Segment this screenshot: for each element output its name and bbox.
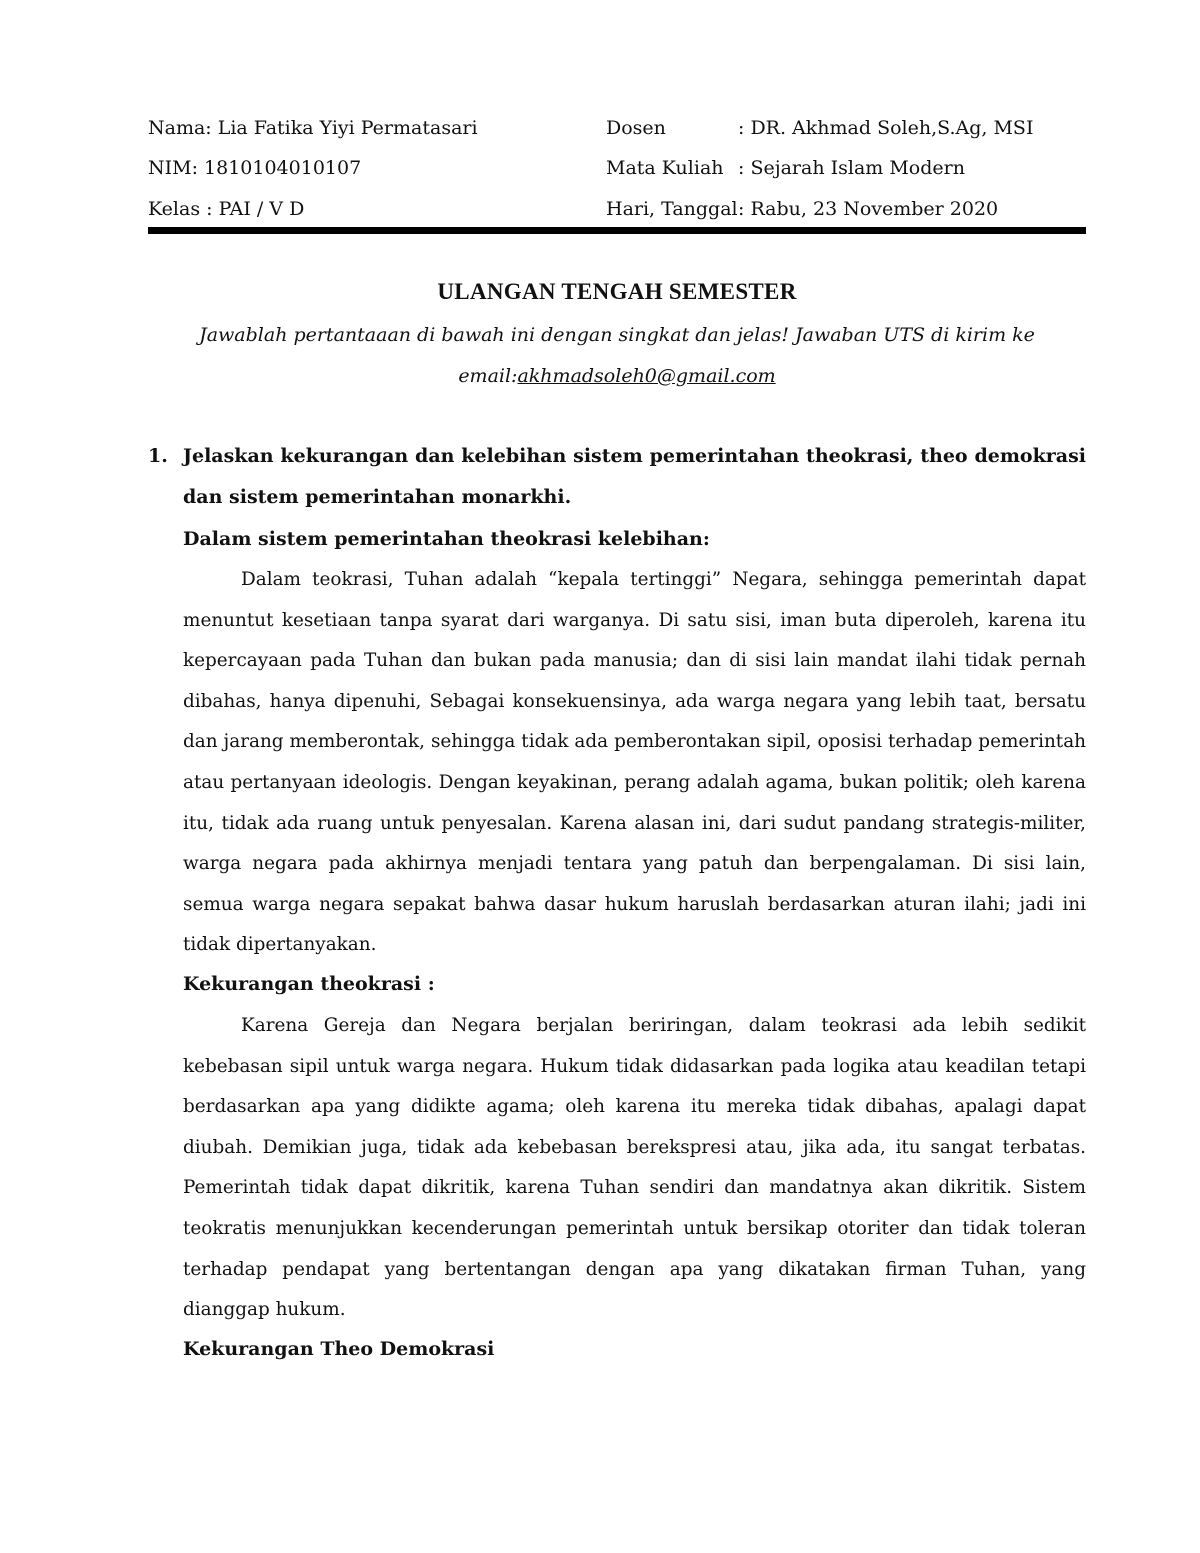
lecturer-label: Dosen: [606, 117, 666, 139]
section-body-theocracy-disadvantages: Karena Gereja dan Negara berjalan beriringan, dalam teokrasi ada lebih sedikit kebebasan sipil untuk warga negara. Hukum tidak didasarkan pada logika atau keadilan tetapi berdasarkan apa yang didikte agama; oleh karena itu mereka tidak dibahas, apalagi dapat diubah. Demikian juga, tidak ada kebebasan berekspresi atau, jika ada, itu sangat terbatas. Pemerintah tidak dapat dikritik, karena Tuhan sendiri dan mandatnya akan dikritik. Sistem teokratis menunjukkan kecenderungan pemerintah untuk bersikap otoriter dan tidak toleran terhadap pendapat yang bertentangan dengan apa yang dikatakan firman Tuhan, yang dianggap hukum.: [183, 1015, 1086, 1321]
student-nim: NIM: 1810104010107: [148, 157, 362, 179]
course-label: Mata Kuliah: [606, 157, 724, 179]
question-number: 1.: [148, 445, 168, 467]
email-prefix: email:: [458, 365, 518, 387]
section-heading-theocracy-disadvantages: Kekurangan theokrasi :: [183, 973, 435, 995]
question-text: Jelaskan kekurangan dan kelebihan sistem pemerintahan theokrasi, theo demokrasi dan sistem pemerintahan monarkhi.: [183, 445, 1086, 508]
course-value: : Sejarah Islam Modern: [738, 157, 965, 179]
header-row-name: [148, 116, 1034, 140]
header-divider: [148, 227, 1086, 234]
header-row-class: [148, 197, 999, 221]
header-row-nim: [148, 156, 965, 180]
student-class: Kelas : PAI / V D: [148, 198, 305, 220]
instruction-line: Jawablah pertantaaan di bawah ini dengan singkat dan jelas! Jawaban UTS di kirim ke: [199, 324, 1035, 346]
student-name: Nama: Lia Fatika Yiyi Permatasari: [148, 117, 478, 139]
lecturer-value: : DR. Akhmad Soleh,S.Ag, MSI: [738, 117, 1034, 139]
section-heading-theodemocracy-disadvantages: Kekurangan Theo Demokrasi: [183, 1338, 495, 1360]
date-value: : Rabu, 23 November 2020: [738, 198, 999, 220]
section-body-theocracy-advantages: Dalam teokrasi, Tuhan adalah “kepala tertinggi” Negara, sehingga pemerintah dapat menuntut kesetiaan tanpa syarat dari warganya. Di satu sisi, iman buta diperoleh, karena itu kepercayaan pada Tuhan dan bukan pada manusia; dan di sisi lain mandat ilahi tidak pernah dibahas, hanya dipenuhi, Sebagai konsekuensinya, ada warga negara yang lebih taat, bersatu dan jarang memberontak, sehingga tidak ada pemberontakan sipil, oposisi terhadap pemerintah atau pertanyaan ideologis. Dengan keyakinan, perang adalah agama, bukan politik; oleh karena itu, tidak ada ruang untuk penyesalan. Karena alasan ini, dari sudut pandang strategis-militer, warga negara pada akhirnya menjadi tentara yang patuh dan berpengalaman. Di sisi lain, semua warga negara sepakat bahwa dasar hukum haruslah berdasarkan aturan ilahi; jadi ini tidak dipertanyakan.: [183, 569, 1086, 956]
date-label: Hari, Tanggal: [606, 198, 738, 220]
instruction-email-line: [148, 364, 1086, 388]
section-heading-theocracy-advantages: Dalam sistem pemerintahan theokrasi kelebihan:: [183, 528, 710, 550]
exam-title: ULANGAN TENGAH SEMESTER: [437, 279, 797, 304]
email-link[interactable]: akhmadsoleh0@gmail.com: [517, 365, 776, 387]
